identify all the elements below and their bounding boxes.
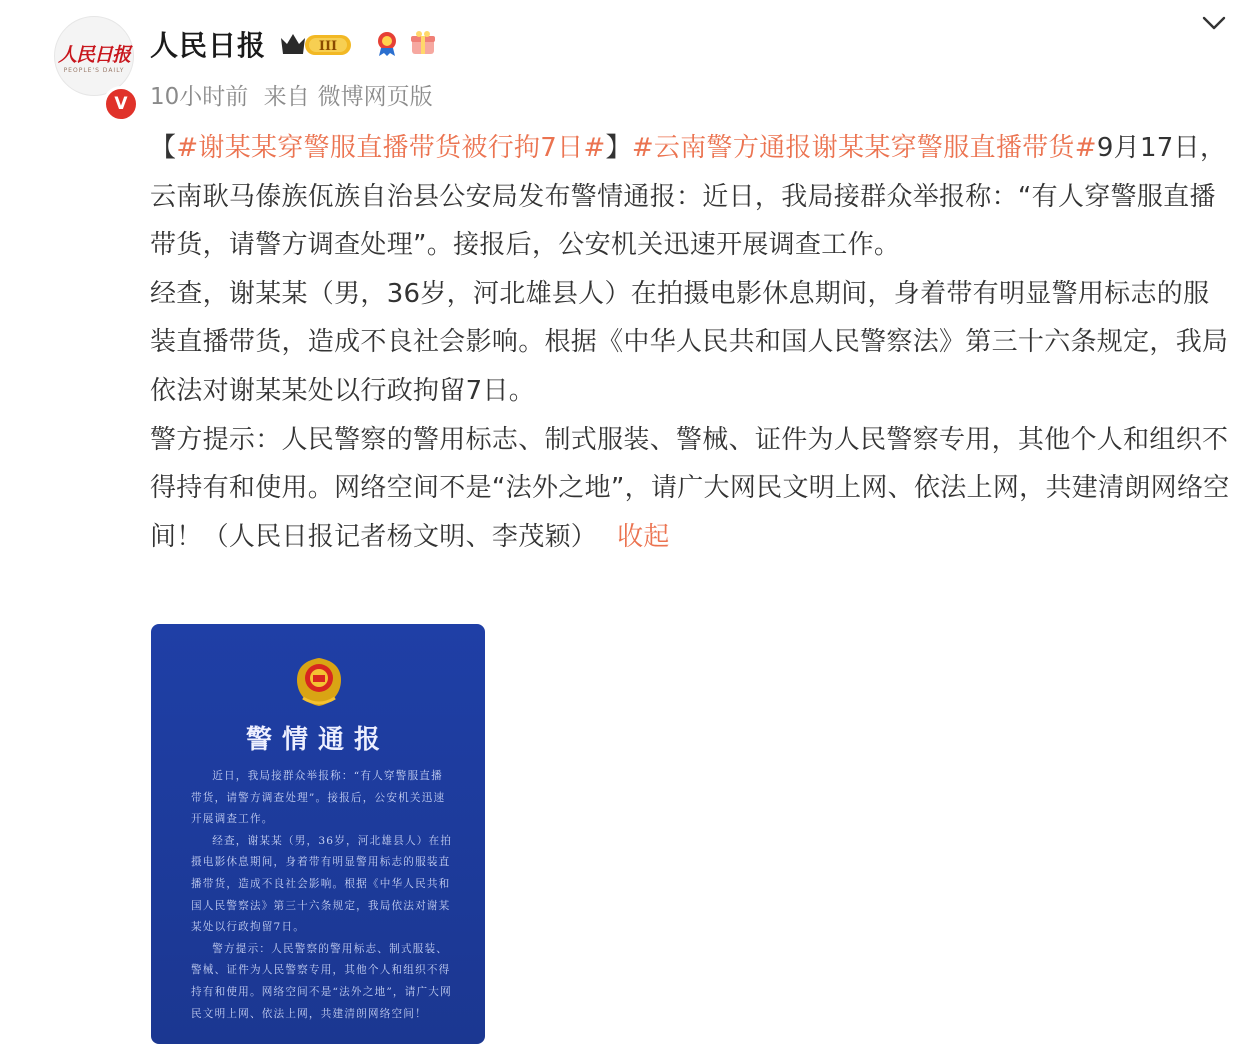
notice-paragraph-3: 警方提示：人民警察的警用标志、制式服装、警械、证件为人民警察专用，其他个人和组织不得持有和使用。网络空间不是“法外之地”，请广大网民文明上网、依法上网，共建清朗网络空间！ (191, 942, 452, 1020)
post-source[interactable]: 微博网页版 (317, 84, 433, 110)
police-notice-image[interactable] (151, 624, 485, 1044)
avatar[interactable] (54, 16, 134, 96)
gift-icon[interactable] (408, 28, 438, 58)
post-time[interactable]: 10小时前 (150, 84, 249, 110)
hashtag-link[interactable]: #谢某某穿警服直播带货被行拘7日# (176, 133, 606, 163)
post-content (150, 124, 1232, 561)
level-badge-text: III (318, 39, 338, 54)
hashtag-link[interactable]: #云南警方通报谢某某穿警服直播带货# (631, 133, 1097, 163)
collapse-link[interactable]: 收起 (617, 521, 670, 552)
avatar-logo-sub: PEOPLE'S DAILY (63, 67, 125, 74)
notice-paragraph-2: 经查，谢某某（男，36岁，河北雄县人）在拍摄电影休息期间，身着带有明显警用标志的服装直播带货，造成不良社会影响。根据《中华人民共和国人民警察法》第三十六条规定，我局依法对谢某某处以行政拘留7日。 (191, 834, 453, 934)
notice-paragraph-1: 近日，我局接群众举报称：“有人穿警服直播带货，请警方调查处理”。接报后，公安机关迅速开展调查工作。 (191, 770, 446, 826)
post-paragraph-2: 经查，谢某某（男，36岁，河北雄县人）在拍摄电影休息期间，身着带有明显警用标志的服装直播带货，造成不良社会影响。根据《中华人民共和国人民警察法》第三十六条规定，我局依法对谢某某处以行政拘留7日。 (150, 278, 1229, 406)
paragraph-text: 9月17日，云南耿马傣族佤族自治县公安局发布警情通报：近日，我局接群众举报称：“有人穿警服直播带货，请警方调查处理”。接报后，公安机关迅速开展调查工作。 (150, 133, 1227, 261)
author-name[interactable]: 人民日报 (150, 29, 267, 62)
bracket-open: 【 (150, 133, 177, 163)
bracket-close: 】 (605, 133, 632, 163)
post-paragraph-1 (150, 124, 1232, 270)
chevron-down-icon[interactable] (1200, 12, 1228, 34)
police-emblem-icon (291, 654, 347, 710)
notice-body (191, 766, 453, 1025)
notice-title: 警情通报 (245, 725, 390, 755)
verified-badge-icon: V (103, 86, 139, 122)
source-prefix: 来自 (263, 84, 310, 110)
medal-icon[interactable] (372, 28, 402, 58)
crown-icon[interactable] (279, 30, 355, 58)
post-paragraph-3 (150, 416, 1232, 562)
post-meta (150, 78, 441, 111)
avatar-logo: 人民日报 (57, 44, 130, 66)
paragraph-text: 警方提示：人民警察的警用标志、制式服装、警械、证件为人民警察专用，其他个人和组织不得持有和使用。网络空间不是“法外之地”，请广大网民文明上网、依法上网，共建清朗网络空间！（人民日报记者杨文明、李茂颖） (150, 424, 1230, 552)
